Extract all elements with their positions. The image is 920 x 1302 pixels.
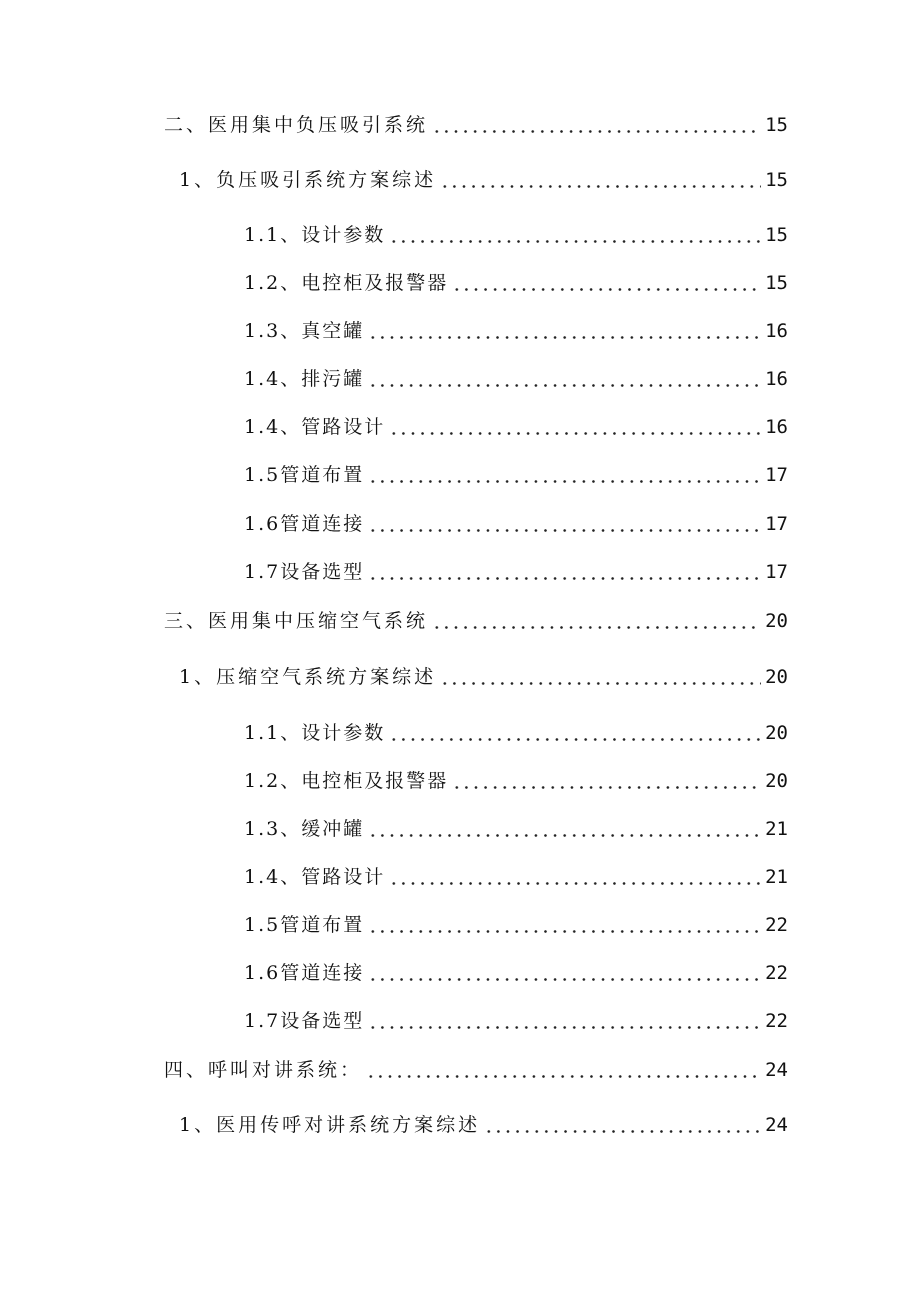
toc-page-number: 16 xyxy=(765,416,788,438)
toc-entry-title: 二、医用集中负压吸引系统 xyxy=(164,114,429,136)
toc-entry[interactable] xyxy=(0,268,920,298)
dot-leader xyxy=(452,766,761,796)
toc-page-number: 16 xyxy=(765,368,788,390)
toc-entry[interactable] xyxy=(0,110,920,140)
toc-page-number: 15 xyxy=(765,114,788,136)
dot-leader xyxy=(389,718,761,748)
toc-page-number: 21 xyxy=(765,866,788,888)
toc-entry-title: 1.5管道布置 xyxy=(244,914,365,936)
dot-leader xyxy=(389,412,761,442)
toc-entry-title: 1.2、电控柜及报警器 xyxy=(244,272,449,294)
toc-entry-title: 1.4、管路设计 xyxy=(244,416,386,438)
toc-entry[interactable] xyxy=(0,662,920,692)
dot-leader xyxy=(484,1110,761,1140)
toc-page-number: 17 xyxy=(765,464,788,486)
toc-page-number: 22 xyxy=(765,1010,788,1032)
toc-entry[interactable] xyxy=(0,606,920,636)
dot-leader xyxy=(368,509,761,539)
toc-entry[interactable] xyxy=(0,364,920,394)
dot-leader xyxy=(366,1055,761,1085)
toc-page-number: 22 xyxy=(765,914,788,936)
toc-entry[interactable] xyxy=(0,814,920,844)
toc-entry-title: 1、负压吸引系统方案综述 xyxy=(179,169,437,191)
toc-page-number: 20 xyxy=(765,666,788,688)
dot-leader xyxy=(368,910,761,940)
toc-entry[interactable] xyxy=(0,718,920,748)
dot-leader xyxy=(440,662,761,692)
toc-entry-title: 1.5管道布置 xyxy=(244,464,365,486)
toc-entry[interactable] xyxy=(0,862,920,892)
dot-leader xyxy=(432,110,761,140)
toc-page-number: 17 xyxy=(765,561,788,583)
toc-page-number: 24 xyxy=(765,1059,788,1081)
toc-page-number: 20 xyxy=(765,770,788,792)
toc-entry-title: 三、医用集中压缩空气系统 xyxy=(164,610,429,632)
toc-page-number: 15 xyxy=(765,272,788,294)
toc-page-number: 15 xyxy=(765,169,788,191)
toc-entry[interactable] xyxy=(0,460,920,490)
toc-entry-title: 1.3、缓冲罐 xyxy=(244,818,365,840)
toc-entry-title: 1.1、设计参数 xyxy=(244,224,386,246)
toc-entry[interactable] xyxy=(0,220,920,250)
toc-entry[interactable] xyxy=(0,1055,920,1085)
toc-entry-title: 四、呼叫对讲系统： xyxy=(164,1059,363,1081)
toc-entry[interactable] xyxy=(0,1006,920,1036)
toc-page-number: 21 xyxy=(765,818,788,840)
dot-leader xyxy=(368,364,761,394)
toc-entry-title: 1.7设备选型 xyxy=(244,561,365,583)
toc-entry-title: 1.4、管路设计 xyxy=(244,866,386,888)
toc-entry-title: 1.7设备选型 xyxy=(244,1010,365,1032)
toc-entry[interactable] xyxy=(0,316,920,346)
toc-page-number: 22 xyxy=(765,962,788,984)
toc-entry[interactable] xyxy=(0,557,920,587)
toc-page-number: 20 xyxy=(765,610,788,632)
toc-entry-title: 1.3、真空罐 xyxy=(244,320,365,342)
toc-page-number: 17 xyxy=(765,513,788,535)
toc-entry[interactable] xyxy=(0,509,920,539)
dot-leader xyxy=(368,557,761,587)
dot-leader xyxy=(432,606,761,636)
toc-entry[interactable] xyxy=(0,958,920,988)
dot-leader xyxy=(368,316,761,346)
toc-entry-title: 1.6管道连接 xyxy=(244,962,365,984)
toc-page-number: 15 xyxy=(765,224,788,246)
dot-leader xyxy=(368,958,761,988)
toc-entry[interactable] xyxy=(0,165,920,195)
toc-page-number: 24 xyxy=(765,1114,788,1136)
dot-leader xyxy=(452,268,761,298)
dot-leader xyxy=(389,220,761,250)
toc-entry[interactable] xyxy=(0,766,920,796)
dot-leader xyxy=(389,862,761,892)
toc-entry-title: 1.2、电控柜及报警器 xyxy=(244,770,449,792)
toc-entry-title: 1.4、排污罐 xyxy=(244,368,365,390)
toc-entry-title: 1.6管道连接 xyxy=(244,513,365,535)
toc-page-number: 20 xyxy=(765,722,788,744)
toc-entry[interactable] xyxy=(0,910,920,940)
toc-page-number: 16 xyxy=(765,320,788,342)
toc-entry-title: 1.1、设计参数 xyxy=(244,722,386,744)
toc-entry[interactable] xyxy=(0,412,920,442)
dot-leader xyxy=(440,165,761,195)
dot-leader xyxy=(368,460,761,490)
dot-leader xyxy=(368,814,761,844)
toc-entry-title: 1、压缩空气系统方案综述 xyxy=(179,666,437,688)
toc-entry[interactable] xyxy=(0,1110,920,1140)
toc-entry-title: 1、医用传呼对讲系统方案综述 xyxy=(179,1114,481,1136)
dot-leader xyxy=(368,1006,761,1036)
